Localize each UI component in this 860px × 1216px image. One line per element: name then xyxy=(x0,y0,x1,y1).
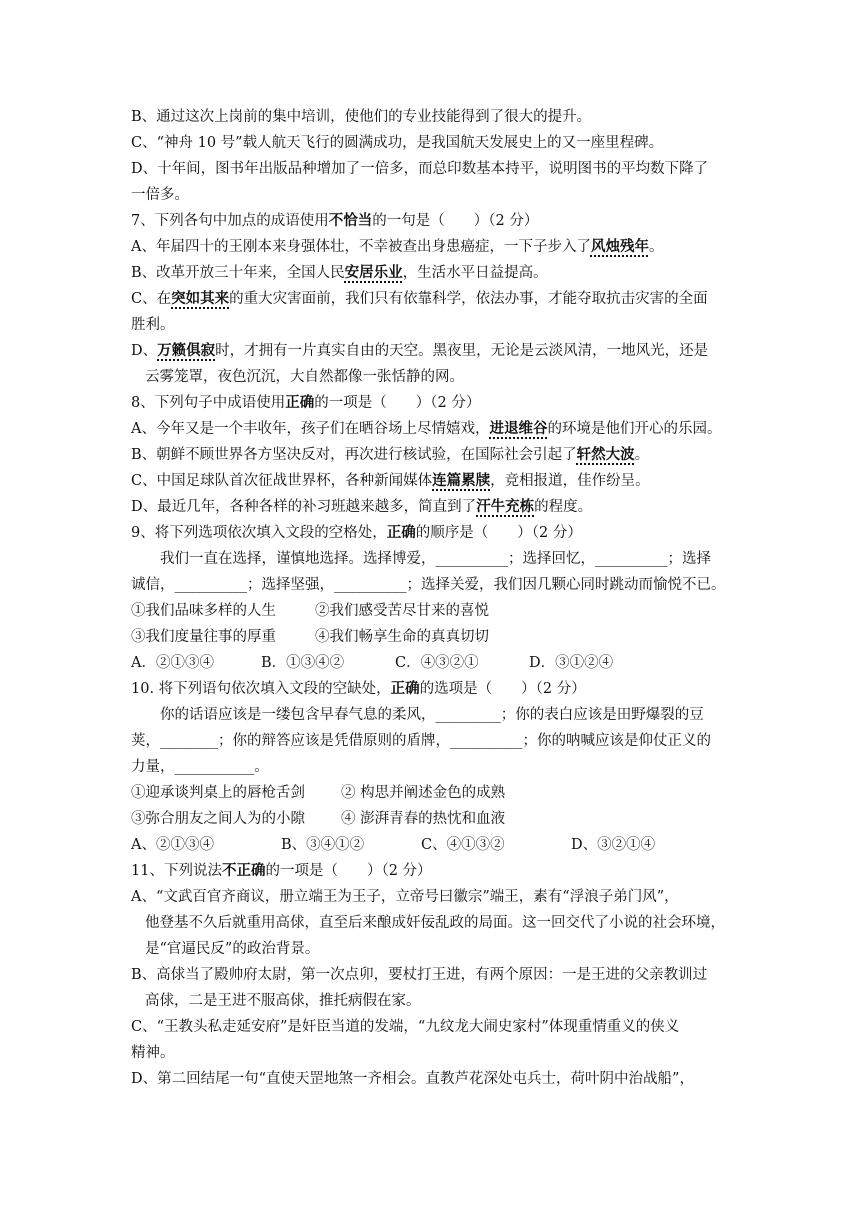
option-6b: B、通过这次上岗前的集中培训，使他们的专业技能得到了很大的提升。 xyxy=(131,109,592,125)
option-6d-cont: 一倍多。 xyxy=(131,187,189,203)
dotted-idiom: 进退维谷 xyxy=(489,420,548,437)
question-10: 10. 将下列语句依次填入文段的空缺处，正确的选项是（ ）（2 分） xyxy=(131,680,586,697)
option-8a: A、今年又是一个丰收年，孩子们在晒谷场上尽情嬉戏，进退维谷的环境是他们开心的乐园。 xyxy=(131,420,722,437)
question-11: 11、下列说法不正确的一项是（ ）（2 分） xyxy=(131,862,432,879)
passage-9-line-2: 诚信，__________；选择坚强，__________；选择关爱，我们因几颗心同时跳动而愉悦不已。 xyxy=(131,577,726,593)
option-7a: A、年届四十的王刚本来身强体壮，不幸被查出身患癌症，一下子步入了风烛残年。 xyxy=(131,238,664,255)
question-8: 8、下列句子中成语使用正确的一项是（ ）（2 分） xyxy=(131,394,481,411)
option-11a-line-3: 是“官逼民反”的政治背景。 xyxy=(145,941,320,957)
option-7c: C、在突如其来的重大灾害面前，我们只有依靠科学，依法办事，才能夺取抗击灾害的全面 xyxy=(131,290,708,307)
dotted-idiom: 安居乐业 xyxy=(344,264,403,281)
dotted-idiom: 连篇累牍 xyxy=(432,472,491,489)
passage-9-line-1: 我们一直在选择，谨慎地选择。选择博爱，__________；选择回忆，__________；选择 xyxy=(160,551,711,567)
option-6d: D、十年间，图书年出版品种增加了一倍多，而总印数基本持平，说明图书的平均数下降了 xyxy=(131,161,709,177)
option-11b-line-1: B、高俅当了殿帅府太尉，第一次点卯，要杖打王进，有两个原因：一是王进的父亲教训过 xyxy=(131,967,708,983)
option-11c-line-2: 精神。 xyxy=(131,1045,175,1061)
passage-10-line-3: 力量，___________。 xyxy=(131,759,269,775)
choices-9-row-1: ①我们品味多样的人生 ②我们感受苦尽甘来的喜悦 xyxy=(131,603,489,619)
question-7: 7、下列各句中加点的成语使用不恰当的一句是（ ）（2 分） xyxy=(131,212,539,229)
answer-option: B．①③④② xyxy=(261,655,345,671)
dotted-idiom: 风烛残年 xyxy=(590,238,649,255)
passage-10-line-2: 荚，________；你的辩答应该是凭借原则的盾牌，__________；你的呐喊应该是仰仗正义的 xyxy=(131,733,711,749)
dotted-idiom: 突如其来 xyxy=(171,290,230,307)
answer-option: A．②①③④ xyxy=(131,655,214,671)
option-8d: D、最近几年，各种各样的补习班越来越多，简直到了汗牛充栋的程度。 xyxy=(131,498,593,515)
passage-10-line-1: 你的话语应该是一缕包含早春气息的柔风，_________；你的表白应该是田野爆裂的豆 xyxy=(160,707,704,723)
choices-10-row-1: ①迎承谈判桌上的唇枪舌剑 ② 构思并阐述金色的成熟 xyxy=(131,785,506,801)
answer-option: D．③①②④ xyxy=(529,655,614,671)
keyword: 正确 xyxy=(285,394,315,411)
option-8c: C、中国足球队首次征战世界杯，各种新闻媒体连篇累牍，竞相报道，佳作纷呈。 xyxy=(131,472,650,489)
option-6c: C、“神舟 10 号”载人航天飞行的圆满成功，是我国航天发展史上的又一座里程碑。 xyxy=(131,135,664,151)
option-11b-line-2: 高俅，二是王进不服高俅，推托病假在家。 xyxy=(145,993,421,1009)
dotted-idiom: 轩然大波 xyxy=(576,446,635,463)
answer-option: C．④③②① xyxy=(395,655,479,671)
option-11d-line-1: D、第二回结尾一句“直使天罡地煞一齐相会。直教芦花深处屯兵士，荷叶阴中治战船”， xyxy=(131,1071,694,1087)
dotted-idiom: 汗牛充栋 xyxy=(476,498,535,515)
question-9: 9、将下列选项依次填入文段的空格处，正确的顺序是（ ）（2 分） xyxy=(131,524,582,541)
keyword: 不恰当 xyxy=(328,212,373,229)
answers-10 xyxy=(131,832,731,858)
keyword: 正确 xyxy=(390,680,420,697)
option-8b: B、朝鲜不顾世界各方坚决反对，再次进行核试验，在国际社会引起了轩然大波。 xyxy=(131,446,650,463)
answers-9 xyxy=(131,650,731,676)
option-11a-line-2: 他登基不久后就重用高俅，直至后来酿成奸佞乱政的局面。这一回交代了小说的社会环境， xyxy=(145,915,725,931)
choices-10-row-2: ③弥合朋友之间人为的小隙 ④ 澎湃青春的热忱和血液 xyxy=(131,811,506,827)
option-7c-cont: 胜利。 xyxy=(131,317,175,333)
choices-9-row-2: ③我们度量往事的厚重 ④我们畅享生命的真真切切 xyxy=(131,629,489,645)
option-7b: B、改革开放三十年来，全国人民安居乐业，生活水平日益提高。 xyxy=(131,264,548,281)
answer-option: D、③②①④ xyxy=(571,837,656,853)
exam-page xyxy=(131,104,731,1092)
keyword: 不正确 xyxy=(221,862,266,879)
option-11c-line-1: C、“王教头私走延安府”是奸臣当道的发端，“九纹龙大闹史家村”体现重情重义的侠义 xyxy=(131,1019,680,1035)
option-11a-line-1: A、“文武百官齐商议，册立端王为王子，立帝号曰徽宗”端王，素有“浮浪子弟门风”， xyxy=(131,889,679,905)
option-7d-cont: 云雾笼罩，夜色沉沉，大自然都像一张恬静的网。 xyxy=(145,369,464,385)
answer-option: A、②①③④ xyxy=(131,837,214,853)
answer-option: C、④①③② xyxy=(421,837,505,853)
option-7d: D、万籁俱寂时，才拥有一片真实自由的天空。黑夜里，无论是云淡风清，一地风光，还是 xyxy=(131,342,709,359)
keyword: 正确 xyxy=(386,524,416,541)
dotted-idiom: 万籁俱寂 xyxy=(157,342,216,359)
answer-option: B、③④①② xyxy=(281,837,365,853)
